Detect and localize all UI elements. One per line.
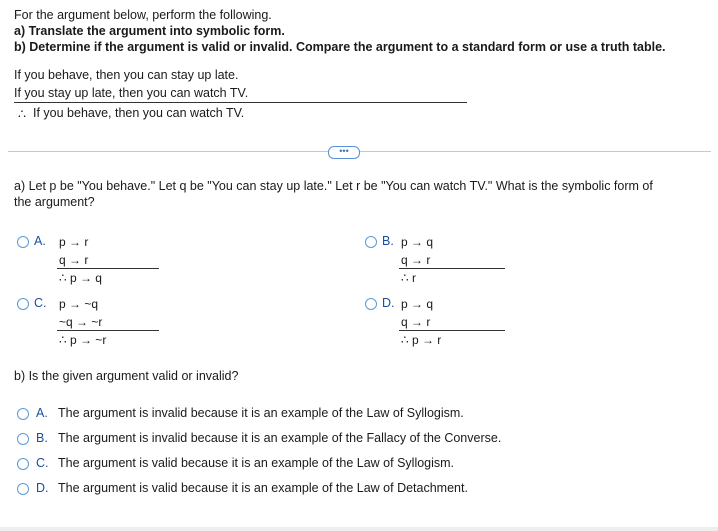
- bottom-scroll-bar: [0, 527, 718, 531]
- part-a-option-d-premise-2: q → r: [401, 315, 431, 329]
- part-a-option-b-conclusion: ∴ r: [401, 271, 416, 285]
- part-b-option-b-radio[interactable]: [17, 433, 29, 445]
- part-a-option-a-premise-2: q → r: [59, 253, 89, 267]
- part-a-option-a-premise-1: p → r: [59, 235, 89, 249]
- part-a-option-b-rule: [399, 268, 505, 269]
- part-b-option-c-letter: C.: [36, 456, 49, 470]
- part-b-option-d-text[interactable]: The argument is valid because it is an example of the Law of Detachment.: [58, 481, 468, 495]
- part-a-option-c-conclusion: ∴ p → ~r: [59, 333, 107, 347]
- part-a-option-c-rule: [57, 330, 159, 331]
- part-a-option-a-radio[interactable]: [17, 236, 29, 248]
- part-b-option-c-radio[interactable]: [17, 458, 29, 470]
- part-b-option-a-radio[interactable]: [17, 408, 29, 420]
- instruction-line-2: a) Translate the argument into symbolic form.: [14, 24, 285, 38]
- part-a-option-a-rule: [57, 268, 159, 269]
- part-a-option-d-conclusion: ∴ p → r: [401, 333, 442, 347]
- part-a-option-c-letter: C.: [34, 296, 47, 310]
- argument-conclusion: If you behave, then you can watch TV.: [33, 106, 245, 120]
- part-a-option-b-letter: B.: [382, 234, 394, 248]
- part-b-option-b-letter: B.: [36, 431, 48, 445]
- part-a-option-b-premise-2: q → r: [401, 253, 431, 267]
- argument-therefore-symbol: ∴: [18, 107, 26, 121]
- argument-premise-2: If you stay up late, then you can watch TV.: [14, 86, 249, 100]
- part-b-option-a-text[interactable]: The argument is invalid because it is an example of the Law of Syllogism.: [58, 406, 464, 420]
- part-b-option-d-letter: D.: [36, 481, 49, 495]
- part-a-option-b-radio[interactable]: [365, 236, 377, 248]
- instruction-line-1: For the argument below, perform the following.: [14, 8, 272, 22]
- part-b-option-c-text[interactable]: The argument is valid because it is an example of the Law of Syllogism.: [58, 456, 455, 470]
- argument-premise-1: If you behave, then you can stay up late.: [14, 68, 239, 82]
- part-a-option-c-premise-1: p → ~q: [59, 297, 99, 311]
- part-a-option-a-letter: A.: [34, 234, 46, 248]
- part-b-option-b-text[interactable]: The argument is invalid because it is an example of the Fallacy of the Converse.: [58, 431, 502, 445]
- part-a-option-c-premise-2: ~q → ~r: [59, 315, 103, 329]
- part-a-question-line-2: the argument?: [14, 195, 95, 209]
- part-a-question-line-1: a) Let p be "You behave." Let q be "You can stay up late." Let r be "You can watch TV." What is the symbolic form of: [14, 179, 653, 193]
- part-b-option-d-radio[interactable]: [17, 483, 29, 495]
- part-a-option-c-radio[interactable]: [17, 298, 29, 310]
- part-b-option-a-letter: A.: [36, 406, 48, 420]
- part-a-option-d-letter: D.: [382, 296, 395, 310]
- part-a-option-a-conclusion: ∴ p → q: [59, 271, 102, 285]
- part-a-option-b-premise-1: p → q: [401, 235, 434, 249]
- part-a-option-d-premise-1: p → q: [401, 297, 434, 311]
- instruction-line-3: b) Determine if the argument is valid or invalid. Compare the argument to a standard form or use a truth table.: [14, 40, 666, 54]
- part-a-option-d-rule: [399, 330, 505, 331]
- expand-button[interactable]: •••: [328, 146, 360, 159]
- part-b-question: b) Is the given argument valid or invalid?: [14, 369, 239, 383]
- argument-rule: [14, 102, 467, 103]
- part-a-option-d-radio[interactable]: [365, 298, 377, 310]
